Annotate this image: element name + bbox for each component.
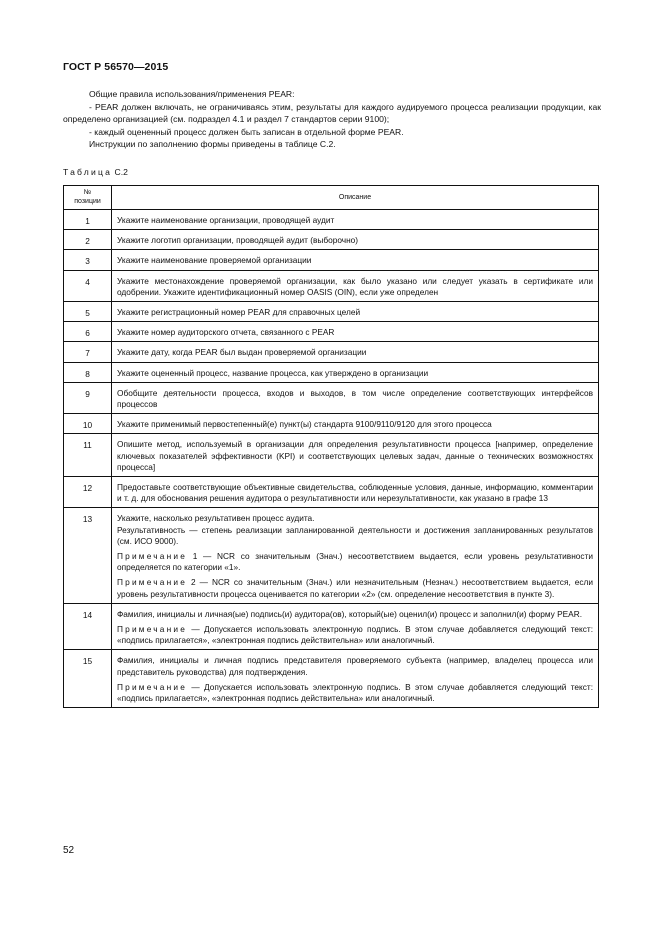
row-number: 8: [64, 362, 112, 382]
table-row: [64, 250, 599, 270]
row-number: 12: [64, 477, 112, 508]
intro-paragraph-1: Общие правила использования/применения PEAR:: [89, 89, 295, 99]
row-number: 2: [64, 230, 112, 250]
column-header-number: [64, 186, 112, 210]
row-13-note-2: [117, 577, 593, 599]
row-number: 13: [64, 508, 112, 603]
row-description: Укажите наименование проверяемой организации: [112, 250, 599, 270]
row-description: Укажите применимый первостепенный(е) пункт(ы) стандарта 9100/9110/9120 для этого процесса: [112, 414, 599, 434]
table-row: [64, 322, 599, 342]
row-description: Укажите номер аудиторского отчета, связанного с PEAR: [112, 322, 599, 342]
row-number: 7: [64, 342, 112, 362]
note-label: Примечание: [117, 577, 188, 588]
intro-text: [63, 88, 601, 151]
row-description: Укажите дату, когда PEAR был выдан проверяемой организации: [112, 342, 599, 362]
row-number: 4: [64, 270, 112, 301]
intro-paragraph-4: Инструкции по заполнению формы приведены в таблице С.2.: [89, 139, 336, 150]
table-row: [64, 210, 599, 230]
row-description: Укажите регистрационный номер PEAR для справочных целей: [112, 302, 599, 322]
note-text: 2 — NCR со значительным (Знач.) или незначительным (Незнач.) несоответствием выдается, если уровень результативности процесса оценивается по категории «2» (см. определение несоответствия в пункте 3).: [117, 577, 593, 599]
row-number: 5: [64, 302, 112, 322]
note-label: Примечание: [117, 624, 188, 635]
row-description: Опишите метод, используемый в организации для определения результативности процесса [например, определение ключевых показателей эффективности (KPI) и соответствующих целевых задач, данные о технических возможностях процесса]: [112, 434, 599, 477]
row-13-note-1: [117, 551, 593, 573]
row-description: Укажите местонахождение проверяемой организации, как было указано или следует указать в сертификате или одобрении. Укажите идентификационный номер OASIS (OIN), если уже определен: [112, 270, 599, 301]
row-description: [112, 508, 599, 603]
note-text: — Допускается использовать электронную подпись. В этом случае добавляется следующий текст: «подпись прилагается», «электронная подпись действительна» или аналогичный.: [117, 624, 593, 646]
row-description: Обобщите деятельности процесса, входов и выходов, в том числе определение соответствующих интерфейсов процессов: [112, 382, 599, 413]
table-row: [64, 414, 599, 434]
row-description: Укажите логотип организации, проводящей аудит (выборочно): [112, 230, 599, 250]
table-caption: [63, 167, 128, 177]
row-number: 6: [64, 322, 112, 342]
row-13-line1: Укажите, насколько результативен процесс аудита.: [117, 513, 315, 524]
note-label: Примечание: [117, 681, 188, 692]
row-number: 1: [64, 210, 112, 230]
note-text: — Допускается использовать электронную подпись. В этом случае добавляется следующий текст: «подпись прилагается», «электронная подпись действительна» или аналогичный.: [117, 681, 593, 704]
row-description: [112, 650, 599, 708]
row-number: 11: [64, 434, 112, 477]
table-row: [64, 434, 599, 477]
table-row: [64, 362, 599, 382]
document-header: ГОСТ Р 56570—2015: [63, 61, 169, 73]
column-header-number-line1: №: [83, 189, 92, 196]
row-number: 10: [64, 414, 112, 434]
row-15-text: Фамилия, инициалы и личная подпись представителя проверяемого субъекта (например, владелец процесса или представитель руководства) для подтверждения.: [117, 655, 593, 677]
table-row: [64, 382, 599, 413]
column-header-number-line2: позиции: [74, 197, 101, 205]
table-row: [64, 230, 599, 250]
row-14-text: Фамилия, инициалы и личная(ые) подпись(и) аудитора(ов), который(ые) оценил(и) процесс и заполнил(и) форму PEAR.: [117, 608, 583, 619]
row-description: Предоставьте соответствующие объективные свидетельства, соблюденные условия, данные, информацию, комментарии и т. д. для обоснования решения аудитора о результативности или нерезультативности, как указано в графе 13: [112, 477, 599, 508]
row-number: 9: [64, 382, 112, 413]
row-description: [112, 603, 599, 650]
table-row: [64, 650, 599, 708]
page-number: 52: [63, 845, 75, 856]
row-description: Укажите наименование организации, проводящей аудит: [112, 210, 599, 230]
table-row: [64, 270, 599, 301]
note-label: Примечание: [117, 551, 188, 562]
row-number: 15: [64, 650, 112, 708]
table-row: [64, 603, 599, 650]
table-row: [64, 342, 599, 362]
table-caption-word: Таблица: [63, 167, 113, 177]
row-number: 3: [64, 250, 112, 270]
table-header-row: [64, 186, 599, 210]
row-13-line2: Результативность — степень реализации запланированной деятельности и достижения запланированных результатов (см. ИСО 9000).: [117, 524, 593, 546]
row-14-note: [117, 624, 593, 646]
intro-paragraph-2: - PEAR должен включать, не ограничиваясь этим, результаты для каждого аудируемого процесса реализации продукции, как определено организацией (см. подраздел 4.1 и раздел 7 стандартов серии 9100);: [63, 101, 601, 125]
table-row: [64, 302, 599, 322]
row-description: Укажите оцененный процесс, название процесса, как утверждено в организации: [112, 362, 599, 382]
note-text: 1 — NCR со значительным (Знач.) несоответствием выдается, если уровень результативности определяется по категории «1».: [117, 551, 593, 573]
intro-paragraph-3: - каждый оцененный процесс должен быть записан в отдельной форме PEAR.: [89, 126, 404, 137]
instructions-table: [63, 185, 599, 708]
table-row: [64, 508, 599, 603]
column-header-description: Описание: [112, 186, 599, 210]
row-number: 14: [64, 603, 112, 650]
row-15-note: [117, 682, 593, 704]
table-row: [64, 477, 599, 508]
table-caption-number: С.2: [114, 167, 128, 177]
